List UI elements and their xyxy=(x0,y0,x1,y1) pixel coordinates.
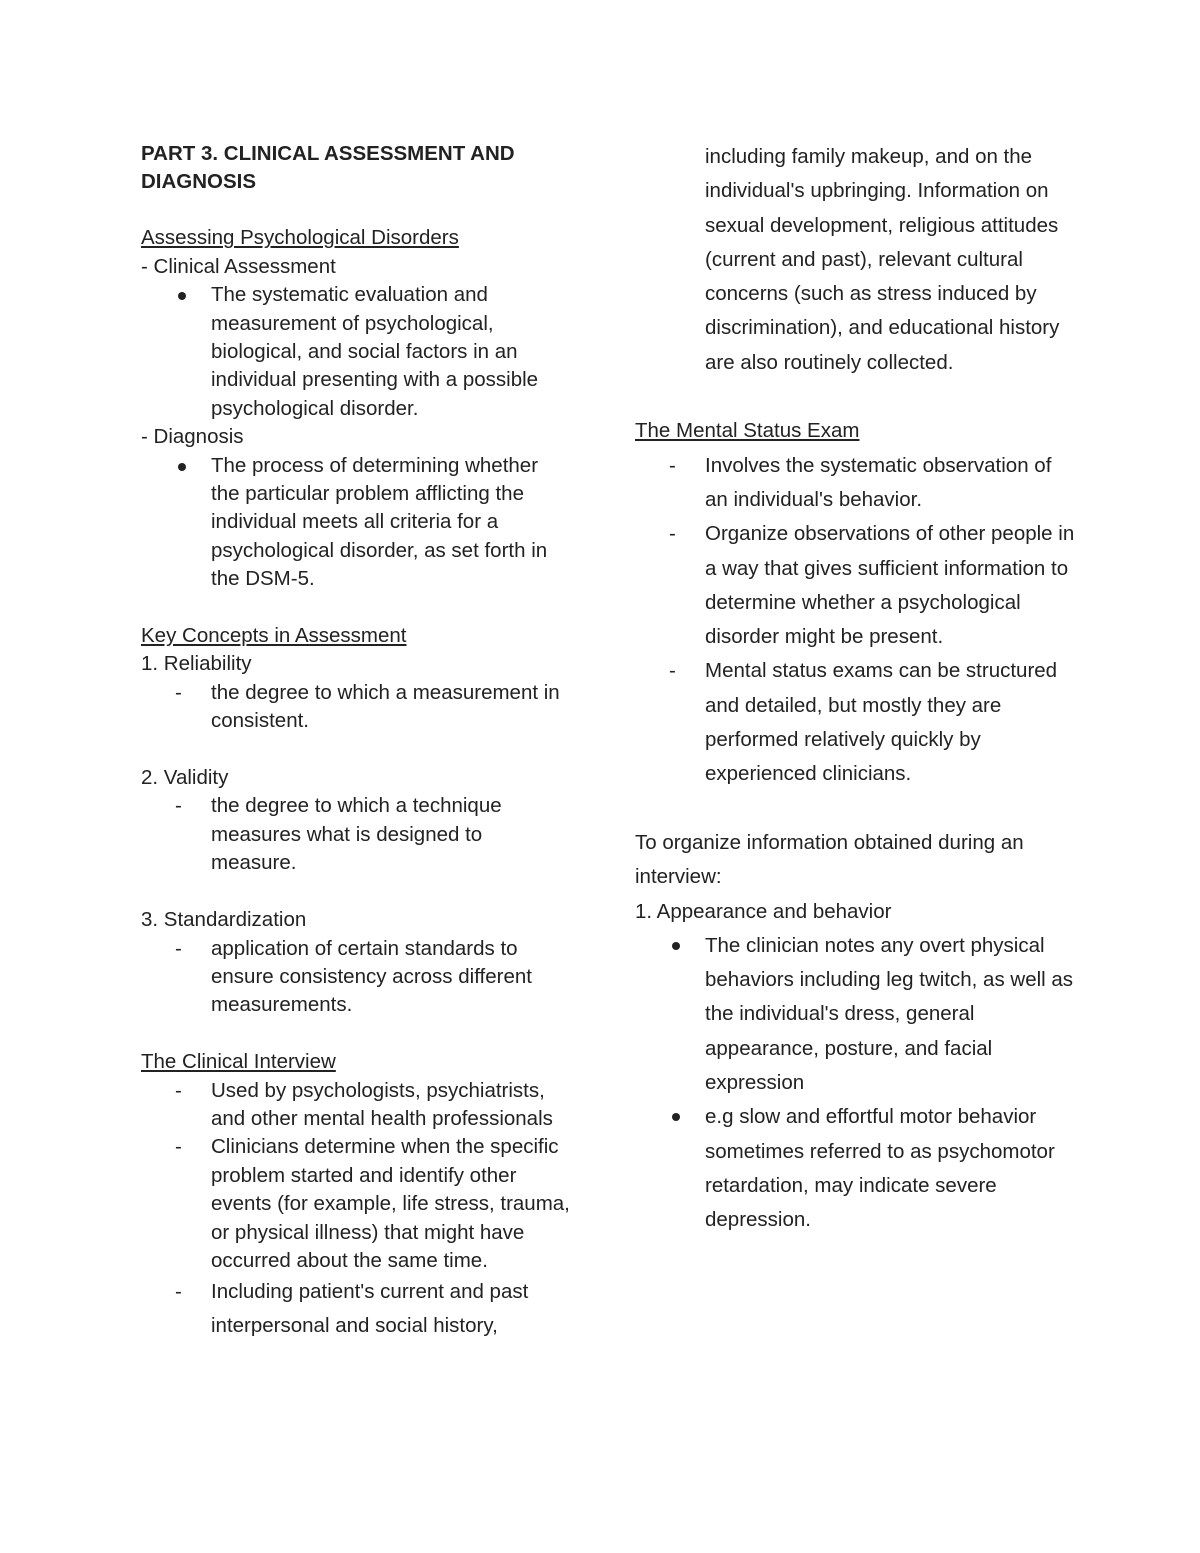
section-heading: The Mental Status Exam xyxy=(635,419,860,443)
section-clinical-interview xyxy=(141,1048,571,1343)
list-item xyxy=(635,929,1075,1100)
list-item xyxy=(635,517,1075,654)
bullet-list xyxy=(141,281,571,423)
continuation-block xyxy=(635,140,1075,380)
intro-text: To organize information obtained during an interview: xyxy=(635,830,1024,889)
dash-list xyxy=(141,1077,571,1344)
category-label: 1. Appearance and behavior xyxy=(635,899,892,923)
item-text: Involves the systematic observation of an individual's behavior. xyxy=(705,453,1052,511)
bullet-icon xyxy=(672,1113,680,1121)
concept-label: 1. Reliability xyxy=(141,652,252,676)
item-text: Including patient's current and past interpersonal and social history, xyxy=(211,1280,529,1338)
dash-marker: - xyxy=(669,453,676,477)
item-text: e.g slow and effortful motor behavior sometimes referred to as psychomotor retardation, may indicate severe depression. xyxy=(705,1105,1055,1232)
section-assessing xyxy=(141,224,571,593)
list-item xyxy=(635,654,1075,791)
bullet-list xyxy=(635,929,1075,1238)
continuation-text xyxy=(635,140,1075,380)
section-key-concepts xyxy=(141,622,571,1020)
list-item xyxy=(141,679,571,736)
list-item xyxy=(141,452,571,594)
item-text: including family makeup, and on the individual's upbringing. Information on sexual development, religious attitudes (current and past), relevant cultural concerns (such as stress induced by discrimination), and educational history are also routinely collected. xyxy=(705,145,1060,374)
bullet-icon xyxy=(672,942,680,950)
item-text: the degree to which a technique measures what is designed to measure. xyxy=(211,794,502,875)
list-item xyxy=(141,1133,571,1275)
dash-marker: - xyxy=(175,1280,182,1304)
dash-marker: - xyxy=(175,794,182,818)
section-mental-status-exam xyxy=(635,414,1075,791)
item-text: The process of determining whether the particular problem afflicting the individual meets all criteria for a psychological disorder, as set forth in the DSM-5. xyxy=(211,453,548,591)
item-text: Organize observations of other people in a way that gives sufficient information to determine whether a psychological disorder might be present. xyxy=(705,522,1075,649)
section-heading: The Clinical Interview xyxy=(141,1050,336,1074)
title-line-1: PART 3. CLINICAL ASSESSMENT AND xyxy=(141,142,515,165)
item-text: the degree to which a measurement in consistent. xyxy=(211,680,560,733)
item-text: Clinicians determine when the specific problem started and identify other events (for example, life stress, trauma, or physical illness) that might have occurred about the same time. xyxy=(211,1135,570,1272)
list-item xyxy=(141,792,571,877)
section-organize xyxy=(635,826,1075,1238)
concept-label: 3. Standardization xyxy=(141,908,307,932)
right-column xyxy=(635,140,1075,1238)
list-item xyxy=(141,935,571,1020)
bullet-icon xyxy=(178,463,186,471)
term-label: - Clinical Assessment xyxy=(141,254,336,278)
item-text: The systematic evaluation and measurement of psychological, biological, and social factors in an individual presenting with a possible psychological disorder. xyxy=(211,283,539,420)
bullet-list xyxy=(141,452,571,594)
left-column xyxy=(141,140,571,1343)
concept-label: 2. Validity xyxy=(141,766,229,790)
item-text: Used by psychologists, psychiatrists, and other mental health professionals xyxy=(211,1078,553,1130)
dash-marker: - xyxy=(175,680,182,704)
list-item xyxy=(635,449,1075,518)
dash-marker: - xyxy=(669,522,676,546)
page-title xyxy=(141,140,571,196)
dash-marker: - xyxy=(175,936,182,960)
list-item xyxy=(635,1100,1075,1237)
list-item xyxy=(141,1077,571,1134)
dash-list xyxy=(141,792,571,877)
title-line-2: DIAGNOSIS xyxy=(141,170,257,193)
item-text: The clinician notes any overt physical behaviors including leg twitch, as well as the individual's dress, general appearance, posture, and facial expression xyxy=(705,933,1074,1095)
term-label: - Diagnosis xyxy=(141,425,244,449)
list-item xyxy=(141,281,571,423)
section-heading: Key Concepts in Assessment xyxy=(141,624,407,648)
item-text: Mental status exams can be structured and detailed, but mostly they are performed relatively quickly by experienced clinicians. xyxy=(705,659,1058,786)
bullet-icon xyxy=(178,292,186,300)
item-text: application of certain standards to ensure consistency across different measurements. xyxy=(211,936,532,1017)
dash-list xyxy=(141,935,571,1020)
dash-marker: - xyxy=(669,659,676,683)
dash-list xyxy=(141,679,571,736)
dash-list xyxy=(635,449,1075,792)
dash-marker: - xyxy=(175,1078,182,1102)
section-heading: Assessing Psychological Disorders xyxy=(141,226,459,250)
dash-marker: - xyxy=(175,1135,182,1159)
list-item xyxy=(141,1275,571,1343)
